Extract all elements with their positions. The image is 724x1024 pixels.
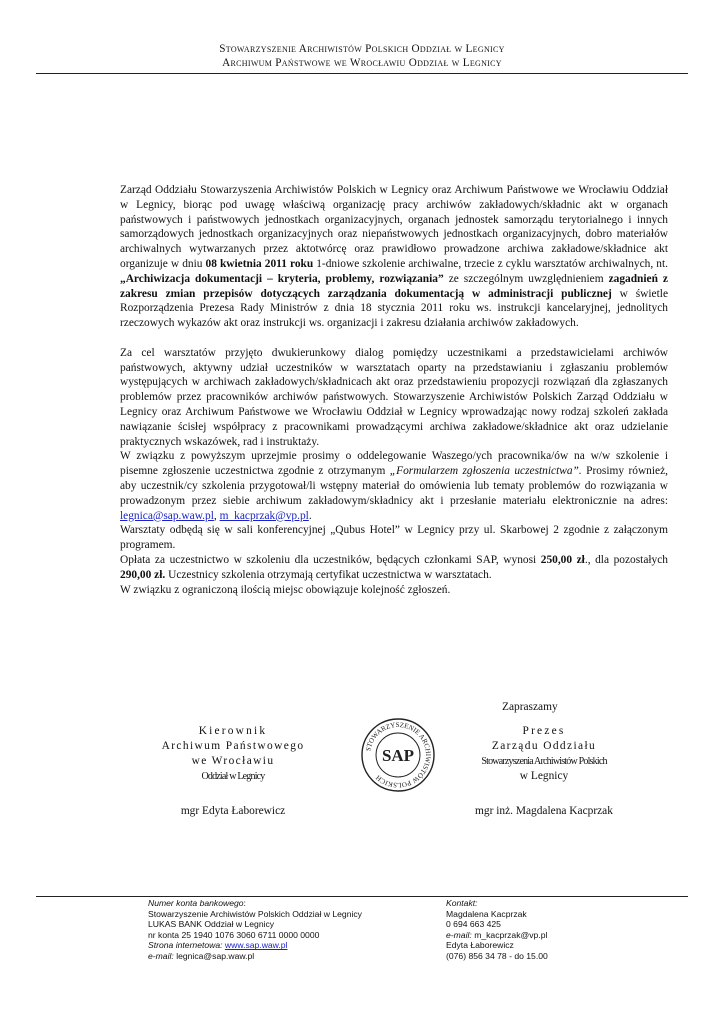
- bank-title: Numer konta bankowego: [148, 898, 244, 908]
- website-label: Strona internetowa:: [148, 940, 223, 951]
- signature-right-name: mgr inż. Magdalena Kacprzak: [475, 805, 613, 817]
- intro-text-1: Zarząd Oddziału Stowarzyszenia Archiwistów Polskich w Legnicy oraz Archiwum Państwowe we Wrocławiu Oddział w Legnicy, biorąc pod uwagę właściwą organizację pracy archiwów zakładowych/składnic akt w organach państwowych i państwowych jednostkach organizacyjnych, organach jednostek samorządu terytorialnego i innych samorządowych jednostkach organizacyjnych oraz niepaństwowych jednostkach organizacyjnych, dobro materiałów archiwalnych wytwarzanych przez aktotwórcę oraz prawidłowo prowadzone archiwa zakładowe/składnice akt organizuje w dniu: [120, 184, 668, 270]
- footer-email: legnica@sap.waw.pl: [176, 950, 255, 961]
- svg-text:SAP: SAP: [381, 746, 415, 765]
- fee-text-2: ., dla pozostałych: [584, 553, 668, 566]
- signature-right-body: Zarządu Oddziału: [491, 740, 597, 752]
- contact-email-line: [446, 930, 646, 941]
- intro-text-4: w świetle Rozporządzenia Prezesa Rady Ministrów z dnia 18 stycznia 2011 roku ws. instrukcji kancelaryjnej, jednolitych rzeczowych wykazów akt oraz instrukcji ws. organizacji i zakresu działania archiwów zakładowych.: [120, 287, 668, 330]
- footer-email-line: [148, 951, 428, 962]
- letterhead-line-2: Archiwum Państwowe we Wrocławiu Oddział w Legnicy: [222, 57, 502, 69]
- request-text-1: W związku z powyższym uprzejmie prosimy o oddelegowanie Waszego/ych pracownika/ów na w/w szkolenie i pisemne zgłoszenie uczestnictwa zgodnie z otrzymanym: [120, 450, 668, 478]
- letterhead-divider: [36, 73, 688, 74]
- letterhead-line-1: Stowarzyszenie Archiwistów Polskich Oddział w Legnicy: [219, 43, 505, 55]
- website-line: [148, 940, 428, 951]
- footer-divider: [36, 896, 688, 897]
- letter-body: [120, 183, 668, 597]
- signature-right: [456, 724, 632, 819]
- footer-email-label: e-mail:: [148, 950, 174, 961]
- footer-bank-info: [148, 898, 428, 962]
- paragraph-intro: [120, 183, 668, 331]
- fee-text-3: Uczestnicy szkolenia otrzymają certyfikat uczestnictwa w warsztatach.: [165, 568, 492, 581]
- contact-name-1: Magdalena Kacprzak: [446, 908, 527, 919]
- contact-name-2: Edyta Łaborewicz: [446, 940, 514, 951]
- request-text-2: Prosimy również, aby uczestnik/cy szkolenia przygotował/li wstępny materiał do omówienia lub tematy problemów do rozwiązania w prowadzonym przez siebie archiwum zakładowym/składnicy akt i przesłanie materiału elektronicznie na adres:: [120, 465, 668, 507]
- bank-name: LUKAS BANK Oddział w Legnicy: [148, 919, 275, 930]
- signature-left-branch: Oddział w Legnicy: [201, 771, 265, 782]
- paragraph-venue: Warsztaty odbędą się w sali konferencyjnej „Qubus Hotel” w Legnicy przy ul. Skarbowej 2 zgodnie z załączonym programem.: [120, 524, 668, 552]
- bank-title-colon: :: [243, 898, 246, 908]
- signature-left: [148, 724, 318, 819]
- letterhead: [0, 42, 724, 70]
- signature-right-organization: Stowarzyszenia Archiwistów Polskich: [481, 756, 607, 767]
- sap-seal-stamp: [360, 717, 436, 793]
- email-link-kacprzak[interactable]: m_kacprzak@vp.pl: [219, 509, 309, 522]
- training-focus: zagadnień z zakresu zmian przepisów dotyczących zarządzania dokumentacją w administracji publicznej: [120, 272, 668, 300]
- contact-title: [446, 898, 646, 909]
- fee-members: 250,00 zł: [540, 553, 585, 566]
- contact-email-label: e-mail:: [446, 929, 472, 940]
- bank-org: Stowarzyszenie Archiwistów Polskich Oddział w Legnicy: [148, 908, 362, 919]
- signature-right-city: w Legnicy: [519, 770, 569, 782]
- intro-text-2: 1-dniowe szkolenie archiwalne, trzecie z cyklu warsztatów archiwalnych, nt.: [313, 257, 668, 270]
- email-link-legnica[interactable]: legnica@sap.waw.pl: [120, 509, 214, 522]
- paragraph-fee: [120, 553, 668, 583]
- contact-phone-2: (076) 856 34 78 - do 15.00: [446, 950, 548, 961]
- request-end: .: [308, 509, 312, 522]
- training-topic: „Archiwizacja dokumentacji – kryteria, problemy, rozwiązania”: [120, 272, 444, 285]
- bank-title-line: [148, 898, 428, 909]
- contact-phone-1: 0 694 663 425: [446, 919, 501, 930]
- fee-text-1: Opłata za uczestnictwo w szkoleniu dla uczestników, będących członkami SAP, wynosi: [120, 553, 541, 566]
- footer-contact-info: [446, 898, 646, 962]
- signature-left-institution: Archiwum Państwowego: [161, 740, 305, 752]
- contact-email: m_kacprzak@vp.pl: [474, 929, 548, 940]
- bank-account: nr konta 25 1940 1076 3060 6711 0000 0000: [148, 929, 320, 940]
- registration-form-name: „Formularzem zgłoszenia uczestnictwa”.: [389, 465, 582, 478]
- paragraph-request: [120, 449, 668, 523]
- website-link[interactable]: www.sap.waw.pl: [224, 940, 288, 951]
- contact-title-text: Kontakt:: [446, 898, 478, 908]
- training-date: 08 kwietnia 2011 roku: [205, 257, 314, 270]
- signature-left-role: Kierownik: [198, 725, 268, 737]
- signature-left-city: we Wrocławiu: [191, 755, 275, 767]
- intro-text-3: ze szczególnym uwzględnieniem: [443, 272, 609, 285]
- closing-invitation: Zapraszamy: [502, 701, 558, 713]
- email-separator: ,: [213, 509, 220, 522]
- signature-left-name: mgr Edyta Łaborewicz: [180, 805, 286, 817]
- signature-right-role: Prezes: [522, 725, 566, 737]
- paragraph-goal: Za cel warsztatów przyjęto dwukierunkowy dialog pomiędzy uczestnikami a przedstawicielami archiwów państwowych, aktywny udział uczestników w warsztatach oparty na przedstawianiu i zgłaszaniu problemów występujących w archiwach zakładowych/składnicach akt oraz przedstawieniu propozycji rozwiązań dla zgłaszanych problemów przez pracowników archiwów państwowych. Stowarzyszenie Archiwistów Polskich Zarząd Oddziału w Legnicy oraz Archiwum Państwowe we Wrocławiu Oddział w Legnicy wprowadzając nowy rodzaj szkoleń zakłada nawiązanie ścisłej współpracy z pracownikami prowadzącymi archiwa zakładowe/składnice akt oraz udzielanie praktycznych wskazówek, rad i instruktaży.: [120, 346, 668, 448]
- paragraph-order: W związku z ograniczoną ilością miejsc obowiązuje kolejność zgłoszeń.: [120, 583, 451, 596]
- fee-others: 290,00 zł.: [120, 568, 166, 581]
- svg-text:STOWARZYSZENIE ARCHIWISTÓW POL: STOWARZYSZENIE ARCHIWISTÓW POLSKICH: [364, 720, 433, 790]
- paragraph-gap: [120, 331, 668, 346]
